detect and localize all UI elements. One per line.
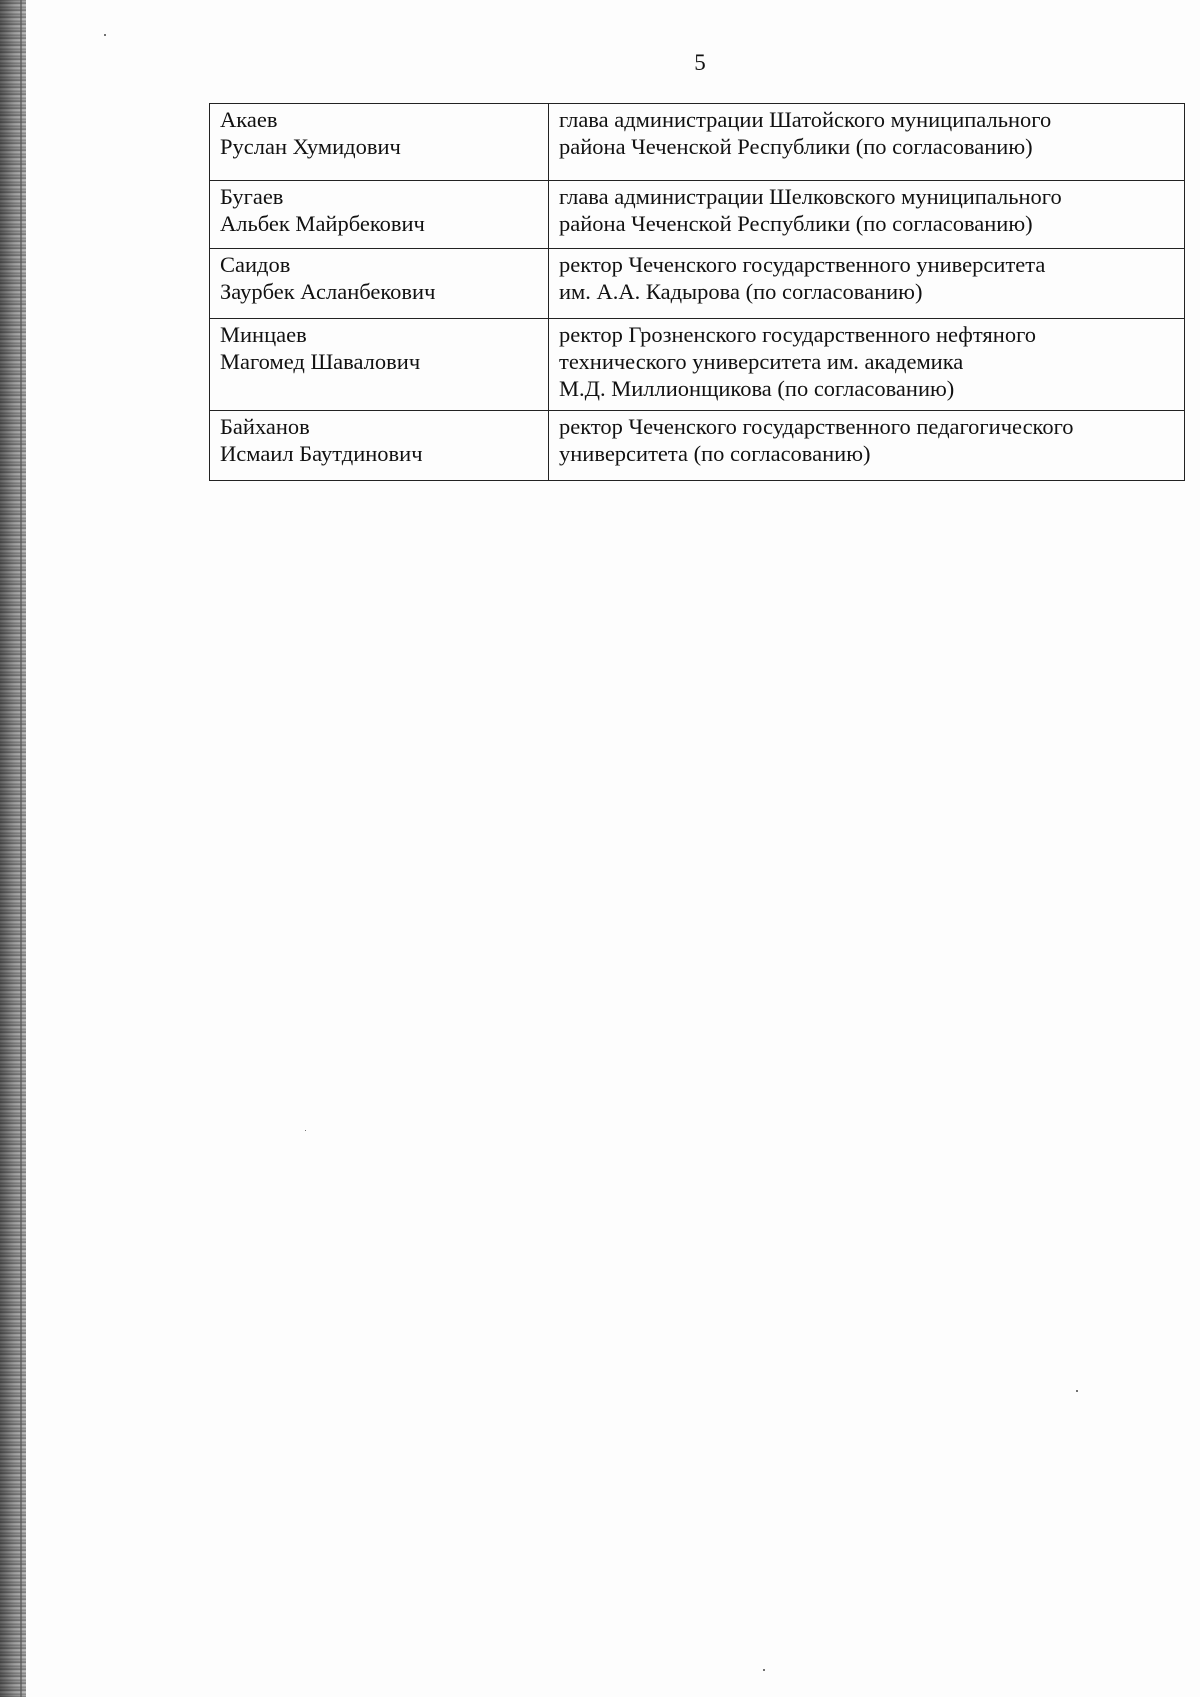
scan-speck: [104, 34, 106, 36]
member-surname: Бугаев: [220, 184, 284, 209]
member-given-names: Руслан Хумидович: [220, 134, 401, 159]
member-position-line: ректор Грозненского государственного нефтяного: [559, 322, 1036, 347]
scan-speck: [763, 1669, 765, 1671]
member-position-cell: [549, 181, 1185, 249]
member-position-line: технического университета им. академика: [559, 349, 964, 374]
member-position-line: глава администрации Шелковского муниципального: [559, 184, 1062, 209]
page-number: 5: [694, 50, 706, 75]
member-position-line: им. А.А. Кадырова (по согласованию): [559, 279, 923, 304]
member-position-line: университета (по согласованию): [559, 441, 871, 466]
member-position-line: ректор Чеченского государственного педагогического: [559, 414, 1074, 439]
member-given-names: Исмаил Баутдинович: [220, 441, 423, 466]
member-position-line: района Чеченской Республики (по согласованию): [559, 134, 1033, 159]
member-name-cell: [210, 181, 549, 249]
member-surname: Минцаев: [220, 322, 307, 347]
member-name-cell: [210, 411, 549, 481]
member-given-names: Альбек Майрбекович: [220, 211, 425, 236]
member-position-cell: [549, 319, 1185, 411]
scan-edge-shadow: [0, 0, 26, 1697]
members-table: [209, 103, 1185, 481]
member-given-names: Заурбек Асланбекович: [220, 279, 436, 304]
member-position-line: района Чеченской Республики (по согласованию): [559, 211, 1033, 236]
member-name-cell: [210, 319, 549, 411]
scan-speck: [1076, 1390, 1078, 1392]
member-position-line: ректор Чеченского государственного университета: [559, 252, 1046, 277]
member-surname: Байханов: [220, 414, 310, 439]
member-surname: Саидов: [220, 252, 291, 277]
member-position-line: глава администрации Шатойского муниципального: [559, 107, 1052, 132]
member-surname: Акаев: [220, 107, 278, 132]
member-given-names: Магомед Шавалович: [220, 349, 421, 374]
table-row: [210, 104, 1185, 181]
member-position-line: М.Д. Миллионщикова (по согласованию): [559, 376, 955, 401]
scan-speck: [305, 1130, 306, 1131]
table-row: [210, 181, 1185, 249]
scan-edge-line: [20, 0, 22, 1697]
table-row: [210, 411, 1185, 481]
table-row: [210, 249, 1185, 319]
member-name-cell: [210, 249, 549, 319]
member-position-cell: [549, 411, 1185, 481]
member-position-cell: [549, 249, 1185, 319]
member-position-cell: [549, 104, 1185, 181]
member-name-cell: [210, 104, 549, 181]
table-row: [210, 319, 1185, 411]
